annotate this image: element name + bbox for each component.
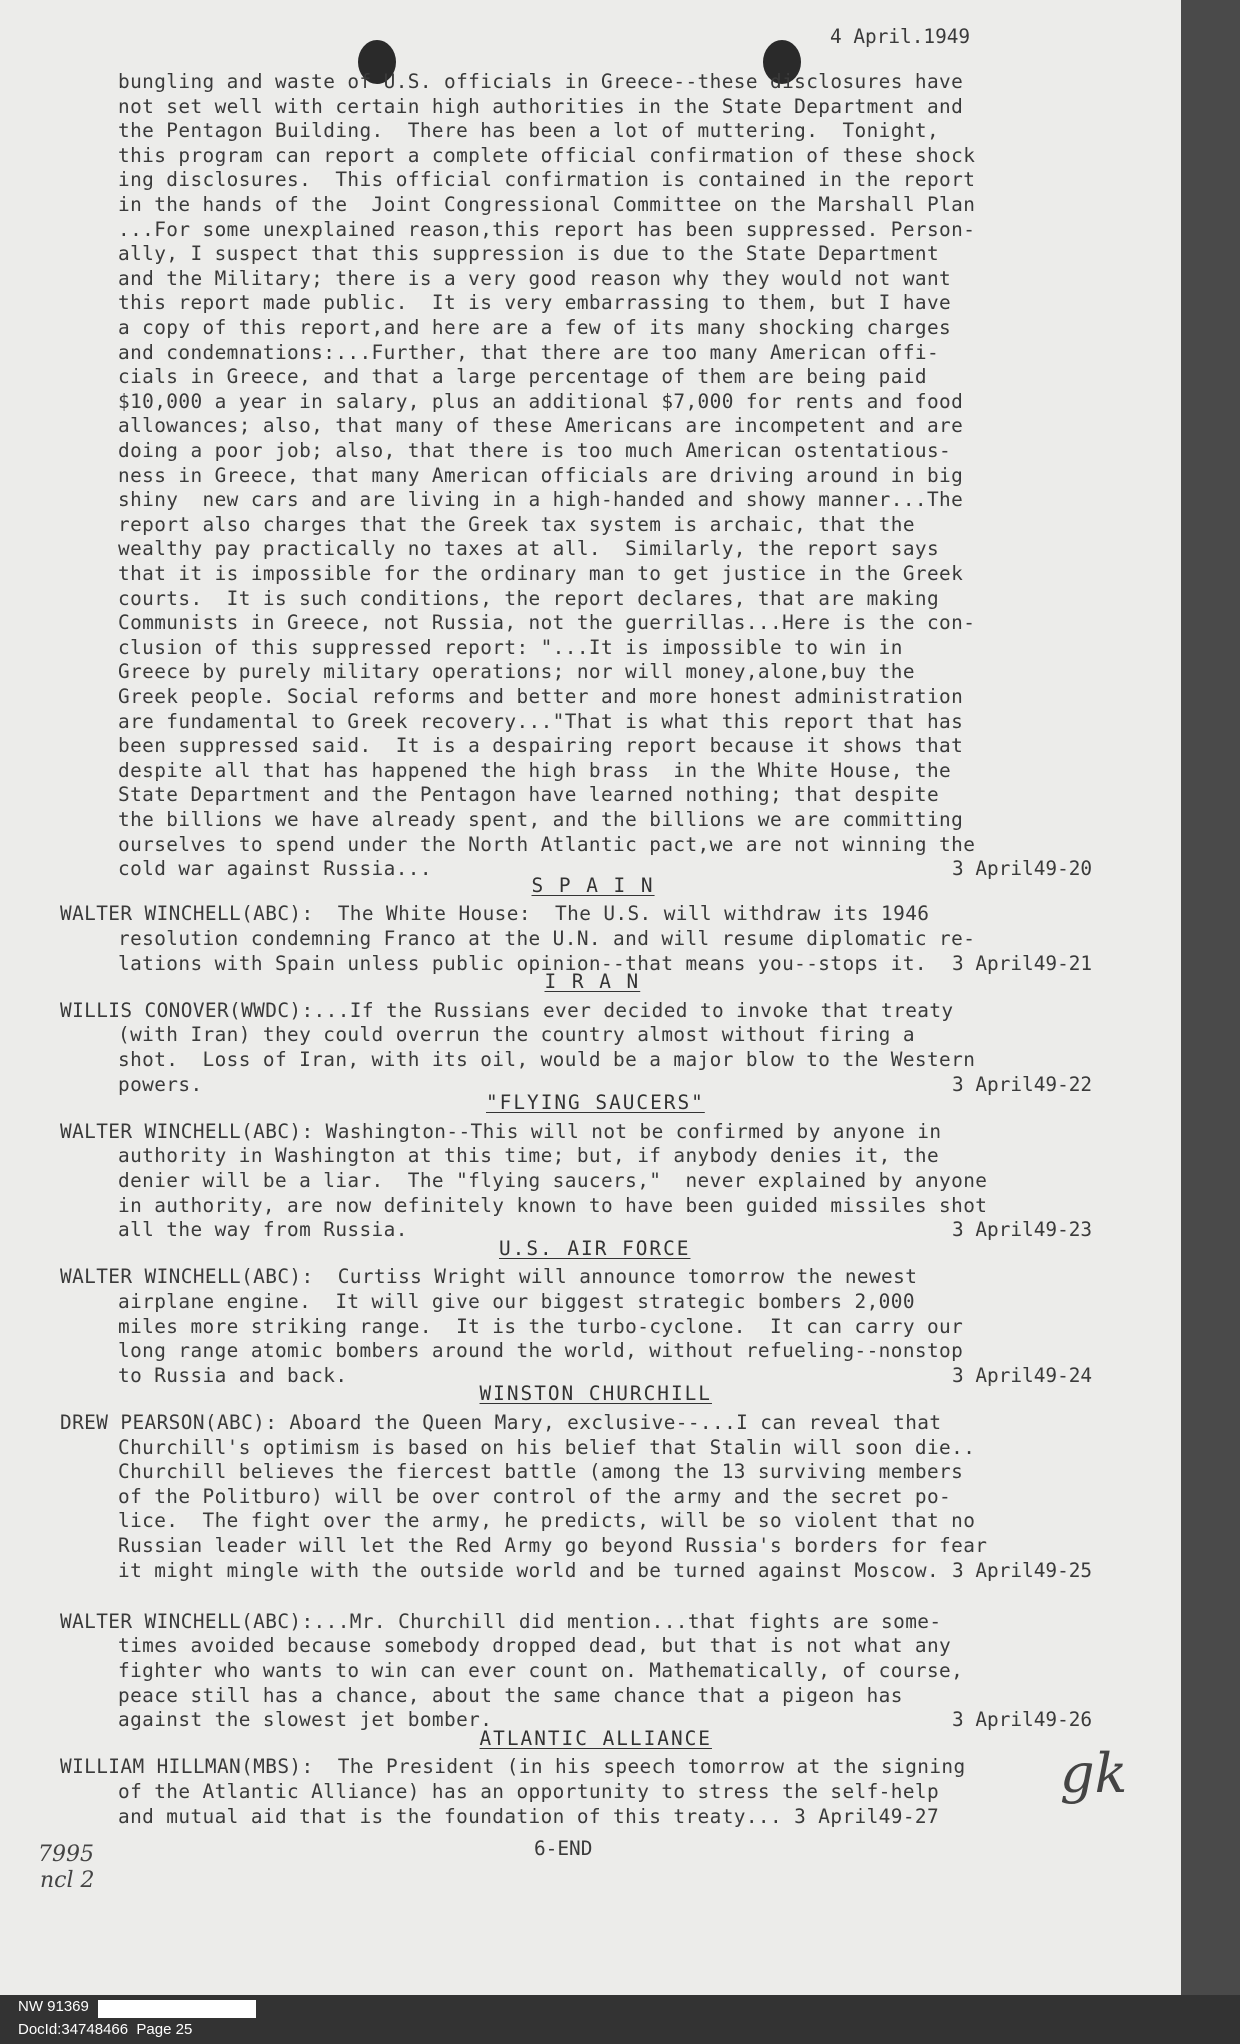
end-mark: 6-END (534, 1837, 593, 1861)
section-heading: WINSTON CHURCHILL (479, 1382, 712, 1406)
story-reference: 3 April49-25 (952, 1558, 1093, 1582)
body-text-line: WALTER WINCHELL(ABC):...Mr. Churchill did mention...that fights are some- (60, 1609, 942, 1633)
body-text-line: WALTER WINCHELL(ABC): Curtiss Wright will announce tomorrow the newest (60, 1265, 918, 1289)
body-text-line: Communists in Greece, not Russia, not the guerrillas...Here is the con- (118, 611, 976, 635)
body-text-line: shot. Loss of Iran, with its oil, would be a major blow to the Western (118, 1048, 976, 1071)
handwritten-initials: gk (1060, 1742, 1128, 1805)
body-text-line: resolution condemning Franco at the U.N. and will resume diplomatic re- (118, 927, 976, 950)
body-text-line: WALTER WINCHELL(ABC): The White House: The U.S. will withdraw its 1946 (60, 902, 930, 926)
body-text-line: the billions we have already spent, and the billions we are committing (118, 808, 964, 831)
body-text-line: cials in Greece, and that a large percentage of them are being paid (118, 365, 927, 389)
body-text-line: not set well with certain high authorities in the State Department and (118, 94, 964, 118)
body-text-line: (with Iran) they could overrun the country almost without firing a (118, 1023, 915, 1047)
body-text-line: peace still has a chance, about the same chance that a pigeon has (118, 1683, 903, 1707)
body-text-line: and mutual aid that is the foundation of this treaty... 3 April49-27 (118, 1804, 940, 1828)
body-text-line: authority in Washington at this time; but, if anybody denies it, the (118, 1144, 940, 1168)
body-text-line: WILLIS CONOVER(WWDC):...If the Russians ever decided to invoke that treaty (60, 998, 954, 1022)
body-text-line: this program can report a complete official confirmation of these shock (118, 143, 976, 167)
handwritten-note-1: 7995 (38, 1842, 94, 1867)
story-reference: 3 April49-26 (952, 1708, 1093, 1732)
section-heading: "FLYING SAUCERS" (486, 1091, 705, 1115)
body-text-line: clusion of this suppressed report: "...It is impossible to win in (118, 635, 903, 659)
body-text-line: courts. It is such conditions, the report declares, that are making (118, 586, 940, 610)
section-heading: U.S. AIR FORCE (499, 1236, 691, 1260)
body-text-line: in the hands of the Joint Congressional Committee on the Marshall Plan (118, 193, 976, 216)
body-text-line: State Department and the Pentagon have learned nothing; that despite (118, 783, 940, 807)
body-text-line: shiny new cars and are living in a high-handed and showy manner...The (118, 488, 964, 512)
body-text-line: and the Military; there is a very good reason why they would not want (118, 266, 952, 290)
body-text-line: long range atomic bombers around the world, without refueling--nonstop (118, 1339, 964, 1363)
body-text-line: wealthy pay practically no taxes at all. Similarly, the report says (118, 537, 940, 561)
body-text-line: doing a poor job; also, that there is too much American ostentatious- (118, 439, 952, 462)
body-text-line: of the Atlantic Alliance) has an opportunity to stress the self-help (118, 1780, 940, 1803)
body-text-line: allowances; also, that many of these Americans are incompetent and are (118, 414, 964, 438)
body-text-line: report also charges that the Greek tax system is archaic, that the (118, 512, 915, 536)
body-text-line: WALTER WINCHELL(ABC): Washington--This will not be confirmed by anyone in (60, 1119, 942, 1143)
handwritten-note-2: ncl 2 (40, 1868, 95, 1893)
scan-border-right (1181, 0, 1240, 2044)
body-text-line: denier will be a liar. The "flying saucers," never explained by anyone (118, 1169, 988, 1192)
body-text-line: of the Politburo) will be over control of the army and the secret po- (118, 1484, 952, 1508)
body-text-line: Churchill believes the fiercest battle (among the 13 surviving members (118, 1460, 964, 1484)
body-text-line: to Russia and back. (118, 1363, 348, 1387)
redaction-box (98, 2000, 256, 2018)
document-date: 4 April.1949 (830, 25, 971, 48)
body-text-line: despite all that has happened the high brass in the White House, the (118, 758, 952, 782)
body-text-line: this report made public. It is very embarrassing to them, but I have (118, 291, 952, 315)
body-text-line: the Pentagon Building. There has been a lot of muttering. Tonight, (118, 119, 940, 143)
body-text-line: ourselves to spend under the North Atlantic pact,we are not winning the (118, 832, 976, 856)
body-text-line: ally, I suspect that this suppression is due to the State Department (118, 242, 940, 266)
body-text-line: against the slowest jet bomber. (118, 1708, 493, 1732)
body-text-line: DREW PEARSON(ABC): Aboard the Queen Mary, exclusive--...I can reveal that (60, 1411, 942, 1434)
body-text-line: it might mingle with the outside world and be turned against Moscow. (118, 1558, 940, 1582)
body-text-line: cold war against Russia... (118, 857, 432, 881)
body-text-line: that it is impossible for the ordinary man to get justice in the Greek (118, 562, 964, 585)
body-text-line: and condemnations:...Further, that there are too many American offi- (118, 340, 940, 364)
body-text-line: Greece by purely military operations; nor will money,alone,buy the (118, 660, 915, 684)
body-text-line: a copy of this report,and here are a few of its many shocking charges (118, 316, 952, 339)
body-text-line: lice. The fight over the army, he predicts, will be so violent that no (118, 1509, 976, 1533)
body-text-line: ness in Greece, that many American officials are driving around in big (118, 463, 964, 487)
body-text-line: fighter who wants to win can ever count on. Mathematically, of course, (118, 1659, 964, 1682)
body-text-line: times avoided because somebody dropped dead, but that is not what any (118, 1634, 952, 1658)
body-text-line: ing disclosures. This official confirmation is contained in the report (118, 168, 976, 192)
body-text-line: ...For some unexplained reason,this report has been suppressed. Person- (118, 217, 976, 241)
body-text-line: are fundamental to Greek recovery..."That is what this report that has (118, 709, 964, 733)
section-heading: S P A I N (531, 873, 655, 897)
story-reference: 3 April49-22 (952, 1072, 1093, 1096)
body-text-line: $10,000 a year in salary, plus an additional $7,000 for rents and food (118, 389, 964, 413)
body-text-line: Greek people. Social reforms and better and more honest administration (118, 685, 964, 708)
body-text-line: lations with Spain unless public opinion--that means you--stops it. (118, 951, 927, 975)
body-text-line: WILLIAM HILLMAN(MBS): The President (in his speech tomorrow at the signing (60, 1755, 966, 1779)
story-reference: 3 April49-20 (952, 857, 1093, 881)
body-text-line: miles more striking range. It is the turbo-cyclone. It can carry our (118, 1314, 964, 1338)
story-reference: 3 April49-21 (952, 951, 1093, 975)
body-text-line: powers. (118, 1072, 203, 1096)
body-text-line: Russian leader will let the Red Army go beyond Russia's borders for fear (118, 1534, 988, 1557)
story-reference: 3 April49-24 (952, 1363, 1093, 1387)
body-text-line: in authority, are now definitely known to have been guided missiles shot (118, 1193, 988, 1217)
doc-id: DocId:34748466 Page 25 (18, 2021, 193, 2038)
section-heading: ATLANTIC ALLIANCE (479, 1726, 712, 1750)
nw-number: NW 91369 (18, 1998, 89, 2015)
body-text-line: all the way from Russia. (118, 1218, 408, 1242)
body-text-line: Churchill's optimism is based on his belief that Stalin will soon die.. (118, 1435, 976, 1459)
body-text-line: airplane engine. It will give our biggest strategic bombers 2,000 (118, 1290, 915, 1313)
story-reference: 3 April49-23 (952, 1218, 1093, 1242)
section-heading: I R A N (544, 970, 641, 994)
body-text-line: been suppressed said. It is a despairing report because it shows that (118, 734, 964, 758)
body-text-line: bungling and waste of U.S. officials in Greece--these disclosures have (118, 70, 964, 93)
